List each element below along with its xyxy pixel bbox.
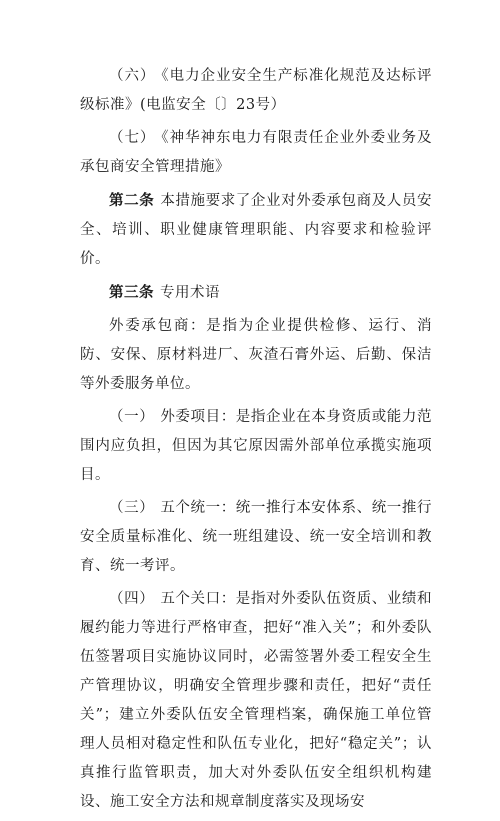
paragraph-text: 《神华神东电力有限责任企业外委业务及承包商安全管理措施》 [80,130,433,175]
item-number: （七） [109,130,156,146]
article-2 [80,186,432,274]
definition-contractor [80,312,432,399]
article-title: 第三条 [109,284,154,301]
definition-item-3 [80,494,432,581]
item-number: （六） [109,68,156,84]
item-number: （三） [109,500,155,516]
definition-item-1 [80,403,432,490]
document-body [80,62,432,821]
definition-item-4 [80,585,432,817]
paragraph-item-7 [80,124,432,182]
paragraph-text: 专用术语 [160,285,220,301]
article-title: 第二条 [109,192,155,209]
paragraph-text: 本措施要求了企业对外委承包商及人员安全、培训、职业健康管理职能、内容要求和检验评价。 [80,193,433,267]
paragraph-text: 《电力企业安全生产标准化规范及达标评级标准》(电监安全〔〕23号） [80,68,433,113]
paragraph-item-6 [80,62,432,120]
paragraph-text: 五个统一：统一推行本安体系、统一推行安全质量标准化、统一班组建设、统一安全培训和教育、统一考评。 [80,500,433,574]
article-3 [80,278,432,308]
paragraph-text: 五个关口：是指对外委队伍资质、业绩和履约能力等进行严格审查，把好“准入关”；和外委队伍签署项目实施协议同时，必需签署外委工程安全生产管理协议，明确安全管理步骤和责任，把好“责任关”；建立外委队伍安全管理档案，确保施工单位管理人员相对稳定性和队伍专业化，把好“稳定关”；认真推行监管职责，加大对外委队伍安全组织机构建设、施工安全方法和规章制度落实及现场安 [80,591,433,810]
item-number: （一） [109,409,155,425]
paragraph-text: 外委承包商：是指为企业提供检修、运行、消防、安保、原材料进厂、灰渣石膏外运、后勤、保洁等外委服务单位。 [80,318,432,392]
paragraph-text: 外委项目：是指企业在本身资质或能力范围内应负担，但因为其它原因需外部单位承揽实施项目。 [80,409,433,483]
item-number: （四） [109,591,155,607]
